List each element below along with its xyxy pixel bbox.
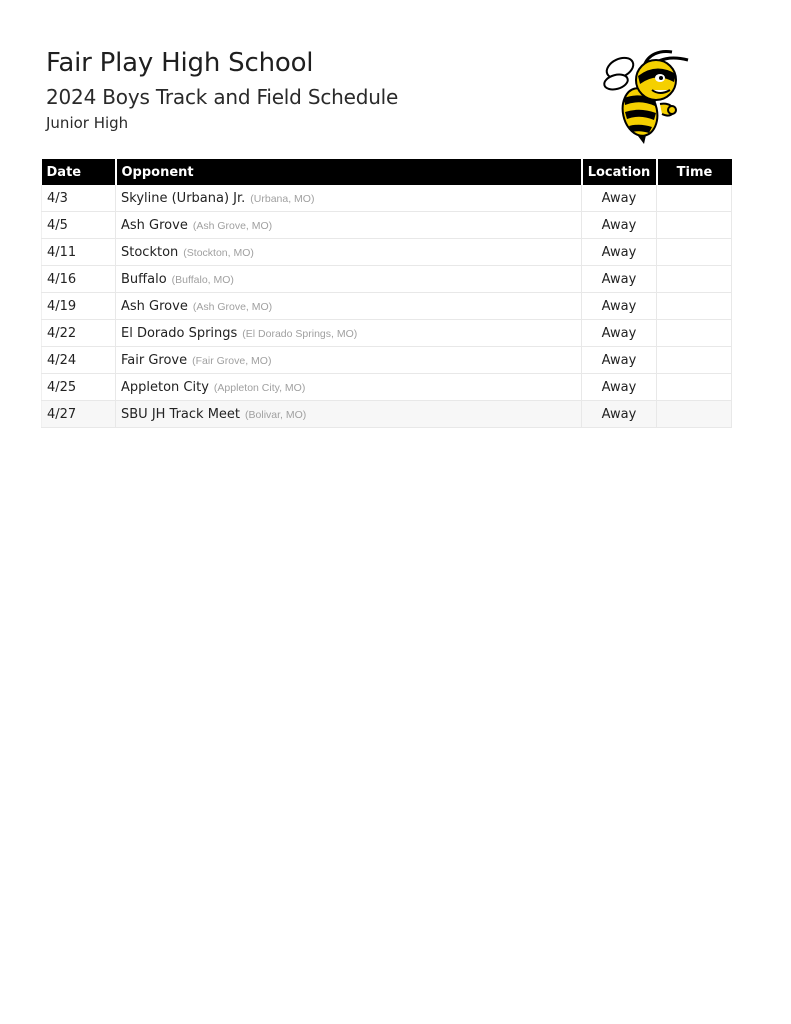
time-cell [657,266,732,293]
opponent-cell [116,401,582,428]
table-row [42,347,732,374]
opponent-cell [116,239,582,266]
opponent-cell [116,212,582,239]
opponent-cell [116,293,582,320]
opponent-cell [116,266,582,293]
table-row [42,239,732,266]
opponent-cell [116,374,582,401]
location-cell: Away [582,401,657,428]
date-cell: 4/27 [42,401,116,428]
schedule-title: 2024 Boys Track and Field Schedule [46,85,399,109]
opponent-name: Skyline (Urbana) Jr. [121,190,246,206]
table-row [42,320,732,347]
opponent-city: (Ash Grove, MO) [192,300,273,313]
location-column-header: Location [582,159,657,185]
location-cell: Away [582,293,657,320]
date-cell: 4/19 [42,293,116,320]
date-cell: 4/5 [42,212,116,239]
date-column-header: Date [42,159,116,185]
location-cell: Away [582,266,657,293]
opponent-city: (El Dorado Springs, MO) [242,327,358,340]
date-cell: 4/16 [42,266,116,293]
date-cell: 4/11 [42,239,116,266]
time-cell [657,401,732,428]
location-cell: Away [582,185,657,212]
time-cell [657,347,732,374]
opponent-name: Ash Grove [121,217,188,233]
division-label: Junior High [46,114,129,132]
opponent-column-header: Opponent [116,159,582,185]
opponent-cell [116,185,582,212]
opponent-name: Buffalo [121,271,167,287]
time-cell [657,212,732,239]
opponent-city: (Fair Grove, MO) [192,354,272,367]
page-header [46,47,398,133]
opponent-city: (Appleton City, MO) [213,381,306,394]
opponent-city: (Stockton, MO) [183,246,254,259]
opponent-city: (Buffalo, MO) [171,273,234,286]
location-cell: Away [582,374,657,401]
date-cell: 4/24 [42,347,116,374]
time-column-header: Time [657,159,732,185]
location-cell: Away [582,239,657,266]
table-header-row [42,159,732,185]
yellow-jacket-mascot-icon [600,46,696,144]
opponent-cell [116,320,582,347]
date-cell: 4/22 [42,320,116,347]
time-cell [657,293,732,320]
time-cell [657,239,732,266]
time-cell [657,185,732,212]
opponent-name: Appleton City [121,379,209,395]
date-cell: 4/25 [42,374,116,401]
opponent-name: SBU JH Track Meet [121,406,241,422]
opponent-name: El Dorado Springs [121,325,238,341]
table-row [42,374,732,401]
table-row [42,266,732,293]
opponent-city: (Bolivar, MO) [245,408,307,421]
opponent-name: Ash Grove [121,298,188,314]
opponent-city: (Urbana, MO) [250,192,315,205]
opponent-cell [116,347,582,374]
location-cell: Away [582,347,657,374]
table-row [42,185,732,212]
time-cell [657,374,732,401]
opponent-city: (Ash Grove, MO) [192,219,273,232]
table-row [42,293,732,320]
opponent-name: Fair Grove [121,352,188,368]
school-name: Fair Play High School [46,48,314,78]
location-cell: Away [582,320,657,347]
schedule-table [41,159,732,428]
date-cell: 4/3 [42,185,116,212]
time-cell [657,320,732,347]
location-cell: Away [582,212,657,239]
opponent-name: Stockton [121,244,179,260]
table-row [42,401,732,428]
table-row [42,212,732,239]
